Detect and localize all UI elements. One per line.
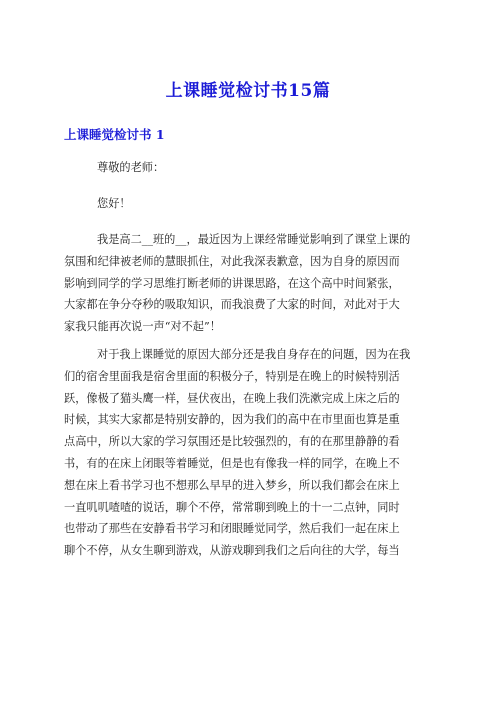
paragraph-line: 点高中，所以大家的学习氛围还是比较强烈的，有的在那里静静的看 bbox=[64, 435, 400, 449]
paragraph-line: 跃，像极了猫头鹰一样，昼伏夜出，在晚上我们洗漱完成上床之后的 bbox=[64, 391, 400, 405]
paragraph-line: 家我只能再次说一声“对不起”！ bbox=[64, 320, 221, 334]
document-title: 上课睡觉检讨书15篇 bbox=[165, 81, 331, 101]
paragraph-line: 们的宿舍里面我是宿舍里面的积极分子，特别是在晚上的时候特别活 bbox=[64, 369, 400, 383]
paragraph-2 bbox=[64, 344, 432, 562]
paragraph-line: 对于我上课睡觉的原因大部分还是我自身存在的问题，因为在我 bbox=[97, 348, 411, 361]
paragraph-line: 聊个不停，从女生聊到游戏，从游戏聊到我们之后向往的大学，每当 bbox=[64, 544, 400, 558]
paragraph-line: 大家都在争分夺秒的吸取知识，而我浪费了大家的时间，对此对于大 bbox=[64, 298, 400, 312]
paragraph-line: 我是高二__班的__，最近因为上课经常睡觉影响到了课堂上课的 bbox=[97, 233, 411, 246]
salutation: 尊敬的老师： bbox=[97, 161, 165, 174]
paragraph-line: 也带动了那些在安静看书学习和闭眼睡觉同学，然后我们一起在床上 bbox=[64, 522, 400, 536]
paragraph-line: 影响到同学的学习思维打断老师的讲课思路，在这个高中时间紧张， bbox=[64, 276, 400, 290]
paragraph-line: 一直叽叽喳喳的说话，聊个不停，常常聊到晚上的十一二点钟，同时 bbox=[64, 500, 400, 514]
paragraph-line: 书，有的在床上闭眼等着睡觉，但是也有像我一样的同学，在晚上不 bbox=[64, 456, 400, 470]
paragraph-line: 氛围和纪律被老师的慧眼抓住，对此我深表歉意，因为自身的原因而 bbox=[64, 254, 400, 268]
paragraph-1 bbox=[64, 229, 432, 338]
section-title: 上课睡觉检讨书 1 bbox=[64, 127, 165, 142]
paragraph-line: 想在床上看书学习也不想那么早早的进入梦乡，所以我们都会在床上 bbox=[64, 478, 400, 492]
greeting: 您好！ bbox=[97, 197, 131, 210]
paragraph-line: 时候，其实大家都是特别安静的，因为我们的高中在市里面也算是重 bbox=[64, 413, 400, 427]
